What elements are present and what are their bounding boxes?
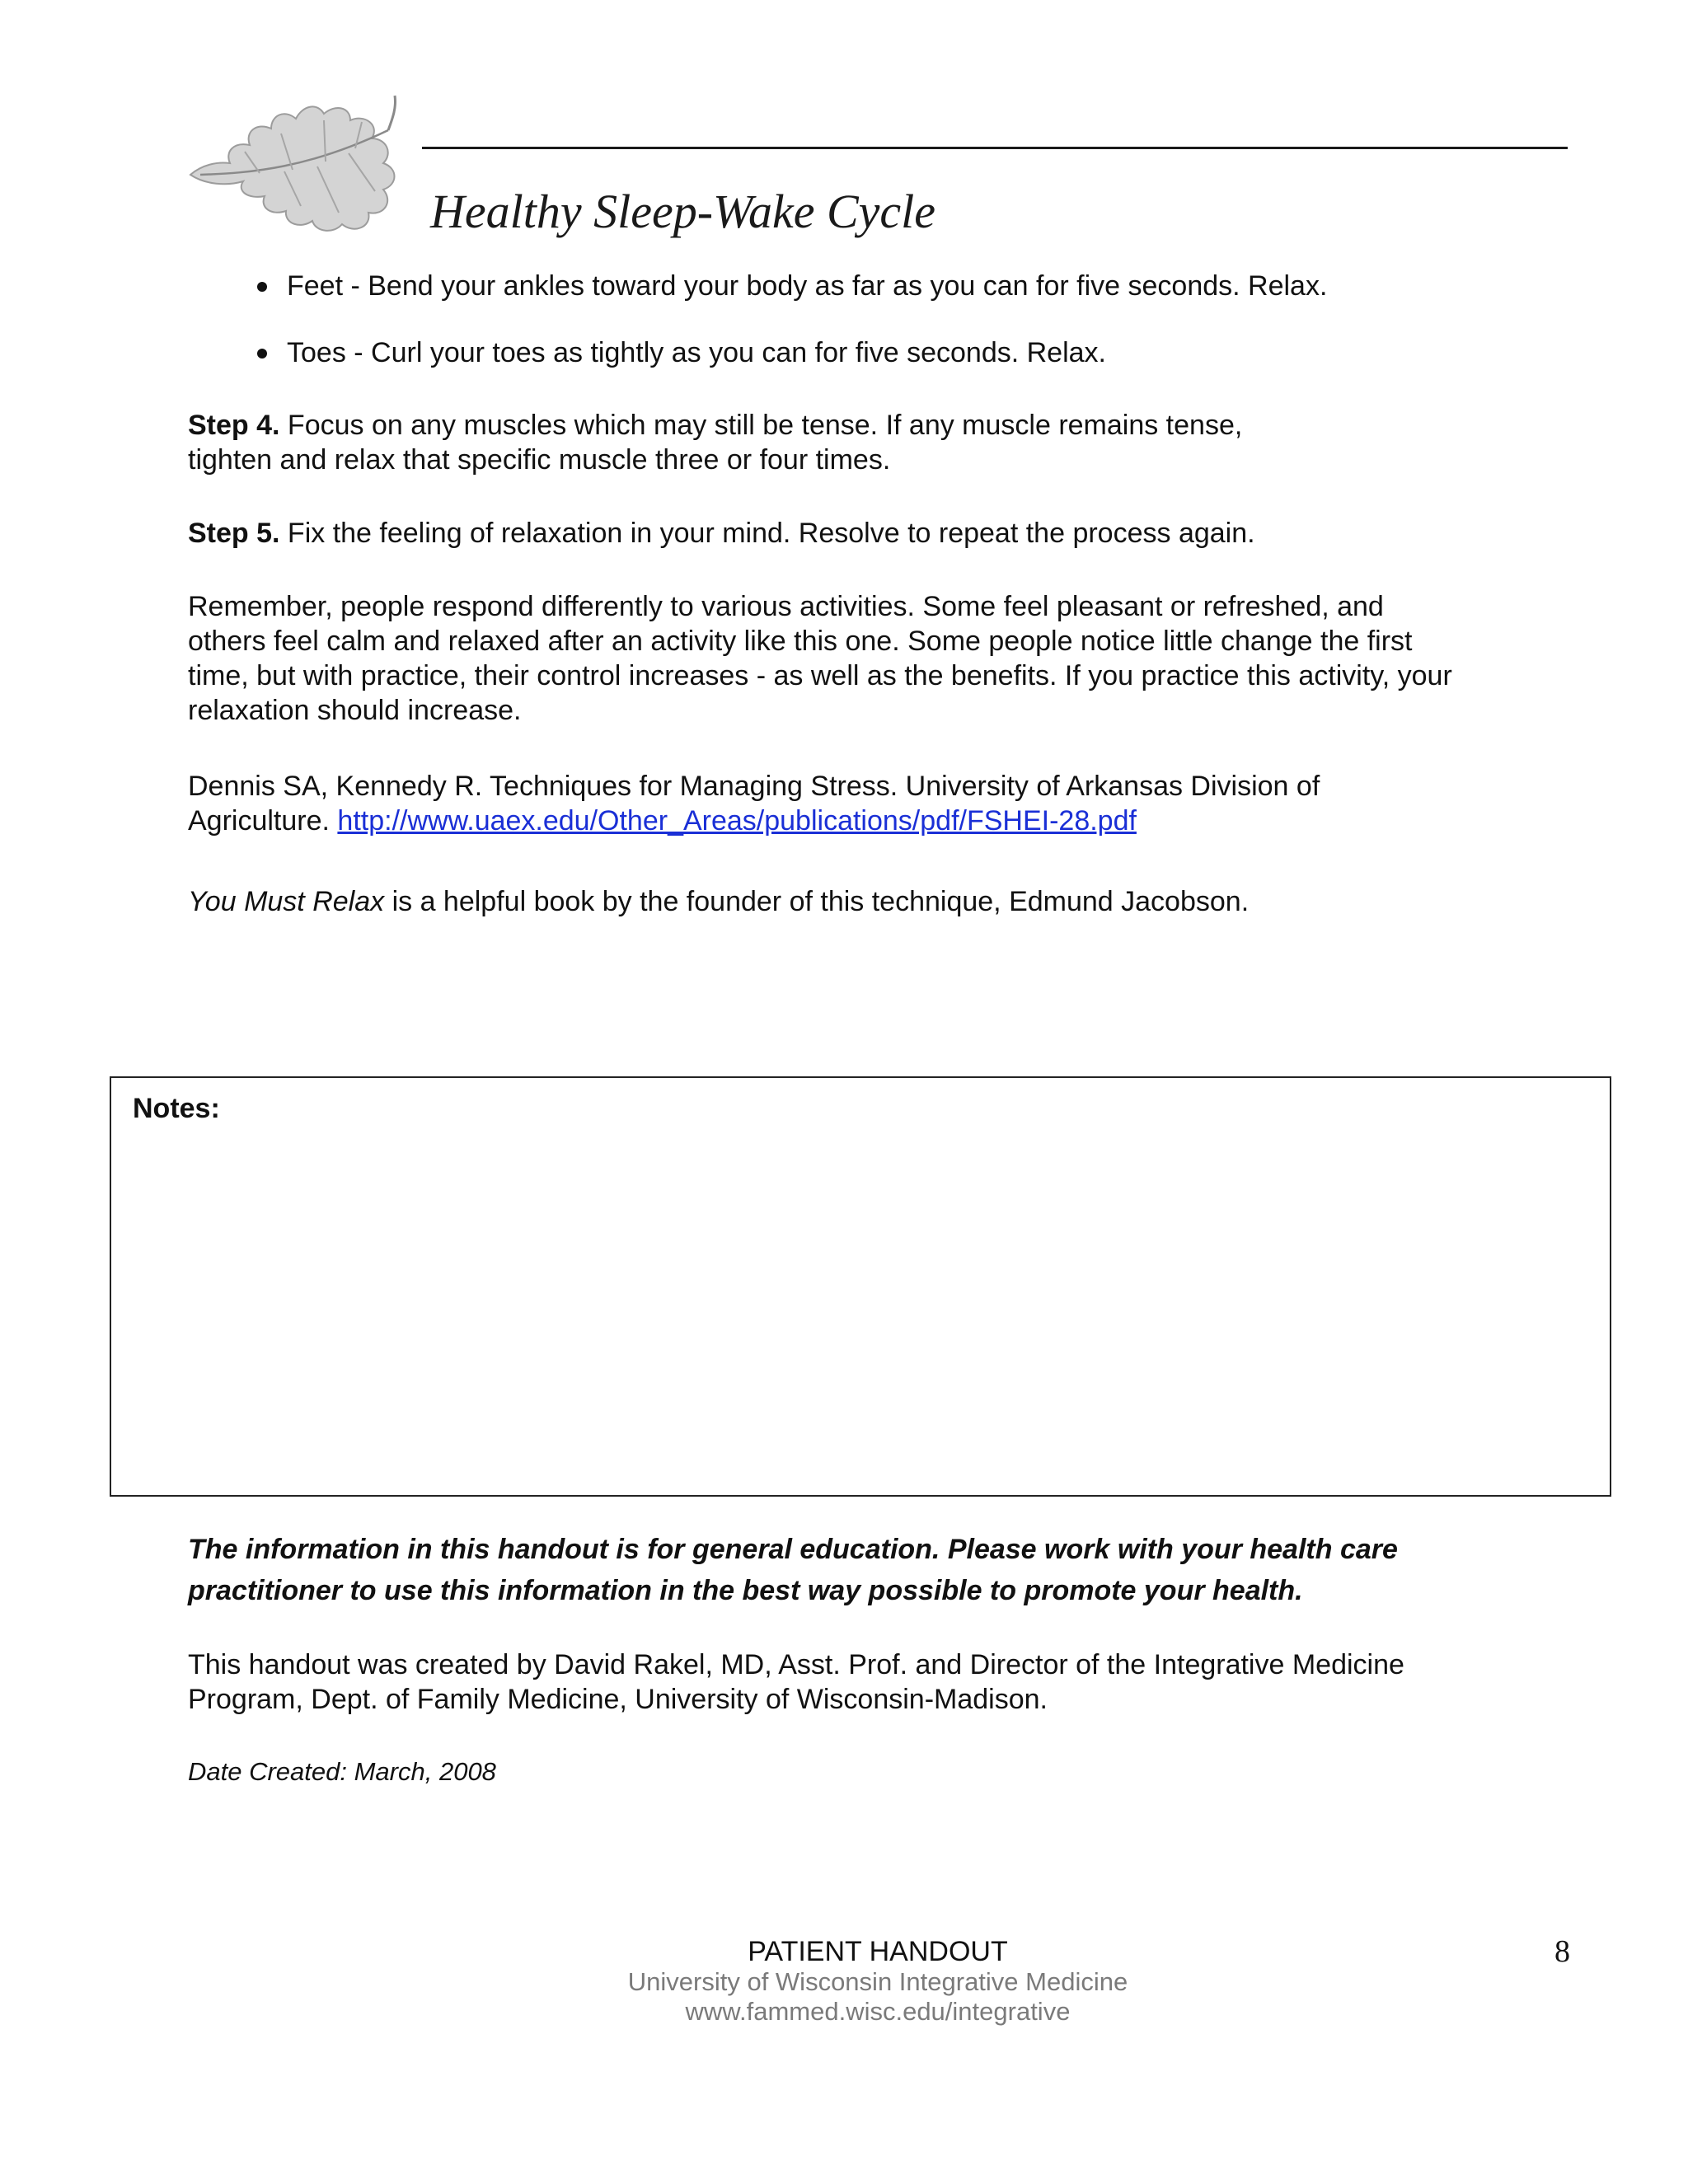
book-paragraph (188, 884, 1573, 919)
reference-prefix: Agriculture. (188, 805, 338, 837)
notes-label: Notes: (133, 1093, 220, 1124)
notes-box[interactable] (110, 1076, 1611, 1497)
reference-paragraph (188, 769, 1573, 838)
bullet-icon (257, 349, 267, 359)
disclaimer-line: practitioner to use this information in the best way possible to promote your health. (188, 1575, 1303, 1606)
page-number: 8 (1554, 1934, 1570, 1969)
step-4-text-continued: tighten and relax that specific muscle three or four times. (188, 444, 891, 476)
step-4-paragraph (188, 408, 1573, 477)
credit-line: Program, Dept. of Family Medicine, University of Wisconsin-Madison. (188, 1684, 1048, 1715)
oak-leaf-icon (185, 92, 416, 237)
footer-url: www.fammed.wisc.edu/integrative (685, 1997, 1071, 2026)
reference-link[interactable]: http://www.uaex.edu/Other_Areas/publications/pdf/FSHEI-28.pdf (337, 805, 1137, 837)
step-4-label: Step 4. (188, 410, 280, 441)
remember-line: others feel calm and relaxed after an activity like this one. Some people notice little change the first (188, 626, 1413, 657)
list-item-text: Toes - Curl your toes as tightly as you can for five seconds. Relax. (287, 337, 1107, 368)
credit-line: This handout was created by David Rakel, MD, Asst. Prof. and Director of the Integrative Medicine (188, 1649, 1404, 1680)
list-item-text: Feet - Bend your ankles toward your body as far as you can for five seconds. Relax. (287, 270, 1328, 302)
credit-paragraph (188, 1647, 1573, 1717)
bullet-icon (257, 282, 267, 292)
remember-line: time, but with practice, their control increases - as well as the benefits. If you practice this activity, your (188, 660, 1452, 691)
disclaimer-line: The information in this handout is for general education. Please work with your health care (188, 1534, 1398, 1565)
step-5-text: Fix the feeling of relaxation in your mind. Resolve to repeat the process again. (279, 518, 1255, 549)
header-rule (422, 147, 1568, 149)
remember-line: relaxation should increase. (188, 695, 522, 726)
book-text: is a helpful book by the founder of this technique, Edmund Jacobson. (384, 886, 1250, 917)
page-title: Healthy Sleep-Wake Cycle (430, 185, 936, 238)
footer-title: PATIENT HANDOUT (748, 1936, 1008, 1967)
remember-line: Remember, people respond differently to various activities. Some feel pleasant or refreshed, and (188, 591, 1384, 622)
step-4-text: Focus on any muscles which may still be tense. If any muscle remains tense, (279, 410, 1243, 441)
footer-organization: University of Wisconsin Integrative Medicine (627, 1967, 1128, 1996)
remember-paragraph (188, 589, 1573, 728)
book-title: You Must Relax (188, 886, 385, 917)
step-5-label: Step 5. (188, 518, 280, 549)
date-created: Date Created: March, 2008 (188, 1757, 496, 1786)
reference-line: Dennis SA, Kennedy R. Techniques for Managing Stress. University of Arkansas Division of (188, 771, 1320, 802)
disclaimer (188, 1529, 1589, 1611)
step-5-paragraph (188, 516, 1573, 551)
